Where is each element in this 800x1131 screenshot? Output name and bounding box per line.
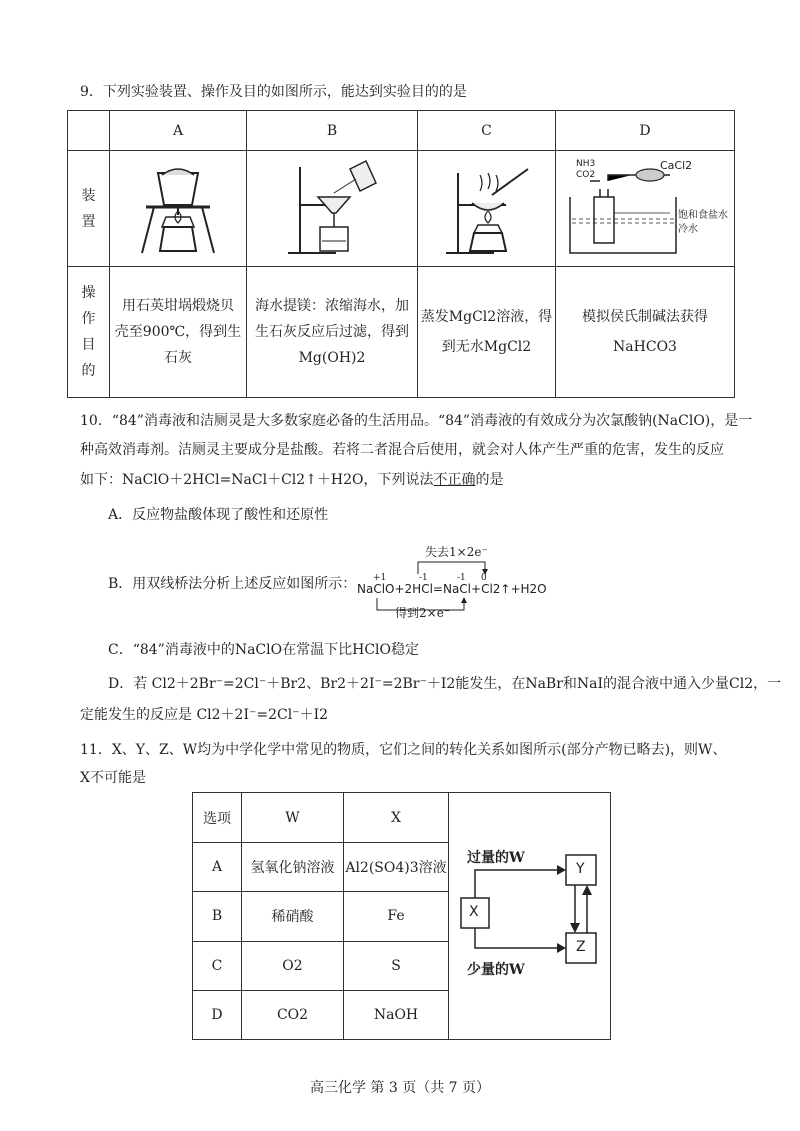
q10-option-c: C．“84”消毒液中的NaClO在常温下比HClO稳定 — [108, 642, 419, 658]
q11-header-x: X — [344, 793, 449, 843]
label-excess-w: 过量的W — [467, 850, 525, 866]
valence-hcl: -1 — [419, 573, 428, 583]
apparatus-d-hou-process — [556, 151, 735, 267]
q11-row-b-opt: B — [193, 892, 242, 941]
q11-diagram-cell — [449, 793, 611, 1040]
q11-table — [192, 792, 611, 1040]
q9-table — [67, 110, 735, 398]
q11-row-d-opt: D — [193, 990, 242, 1039]
label-brine: 饱和食盐水 — [678, 210, 728, 221]
apparatus-b-filtration — [247, 151, 418, 267]
q11-row-d-x: NaOH — [344, 990, 449, 1039]
label-co2: CO2 — [576, 170, 596, 180]
q9-op-c: 蒸发MgCl2溶液，得 到无水MgCl2 — [418, 267, 556, 398]
bridge-gain-label: 得到2×e⁻ — [395, 606, 451, 620]
q10-option-d-line2: 定能发生的反应是 Cl2＋2I⁻=2Cl⁻＋I2 — [80, 707, 329, 723]
q11-row-a-opt: A — [193, 843, 242, 892]
q10-stem-line3: 如下：NaClO＋2HCl=NaCl＋Cl2↑＋H2O，下列说法不正确的是 — [80, 472, 504, 488]
q11-row-b-w: 稀硝酸 — [242, 892, 344, 941]
transform-diagram — [449, 793, 610, 1039]
q11-row-a-x: Al2(SO4)3溶液 — [344, 843, 449, 892]
node-z: Z — [576, 939, 586, 955]
q11-row-a-w: 氢氧化钠溶液 — [242, 843, 344, 892]
valence-nacl: -1 — [457, 573, 466, 583]
apparatus-c-evaporation — [418, 151, 556, 267]
page-footer: 高三化学 第 3 页（共 7 页） — [309, 1080, 491, 1096]
q9-row-label-op: 操 作 目 的 — [68, 267, 110, 398]
apparatus-a-crucible — [110, 151, 247, 267]
q9-op-d: 模拟侯氏制碱法获得 NaHCO3 — [556, 267, 735, 398]
node-x: X — [469, 904, 479, 920]
q10-option-d-line1: D．若 Cl2＋2Br⁻=2Cl⁻＋Br2、Br2＋2I⁻=2Br⁻＋I2能发生，在NaBr和NaI的混合液中通入少量Cl2，一 — [108, 676, 782, 692]
valence-na-cl-o: +1 — [373, 573, 387, 583]
q11-row-c-opt: C — [193, 941, 242, 990]
q9-col-a: A — [110, 111, 247, 151]
q11-row-c-x: S — [344, 941, 449, 990]
q9-col-d: D — [556, 111, 735, 151]
label-small-w: 少量的W — [467, 962, 525, 978]
q10-option-b: B．用双线桥法分析上述反应如图所示： — [108, 576, 357, 592]
q9-corner — [68, 111, 110, 151]
q11-header-option: 选项 — [193, 793, 242, 843]
q11-stem-line2: X不可能是 — [80, 770, 146, 786]
q9-col-b: B — [247, 111, 418, 151]
q11-header-w: W — [242, 793, 344, 843]
q9-col-c: C — [418, 111, 556, 151]
q11-row-b-x: Fe — [344, 892, 449, 941]
double-bridge-diagram — [355, 540, 555, 622]
q10-option-a: A．反应物盐酸体现了酸性和还原性 — [108, 507, 329, 523]
label-cacl2: CaCl2 — [660, 159, 693, 172]
q9-op-a: 用石英坩埚煅烧贝 壳至900℃，得到生 石灰 — [110, 267, 247, 398]
q11-row-d-w: CO2 — [242, 990, 344, 1039]
valence-cl2: 0 — [481, 573, 487, 583]
q9-stem: 9．下列实验装置、操作及目的如图所示，能达到实验目的的是 — [80, 84, 467, 100]
label-nh3: NH3 — [576, 159, 596, 169]
bridge-lose-label: 失去1×2e⁻ — [425, 545, 488, 559]
node-y: Y — [576, 861, 585, 877]
q10-stem-line1: 10．“84”消毒液和洁厕灵是大多数家庭必备的生活用品。“84”消毒液的有效成分为次氯酸钠(NaClO)，是一 — [80, 413, 753, 429]
q11-stem-line1: 11．X、Y、Z、W均为中学化学中常见的物质，它们之间的转化关系如图所示(部分产物已略去)，则W、 — [80, 742, 727, 758]
label-cold-water: 冷水 — [678, 224, 698, 235]
q9-op-b: 海水提镁：浓缩海水，加 生石灰反应后过滤，得到 Mg(OH)2 — [247, 267, 418, 398]
q11-row-c-w: O2 — [242, 941, 344, 990]
q10-stem-line2: 种高效消毒剂。洁厕灵主要成分是盐酸。若将二者混合后使用，就会对人体产生严重的危害，发生的反应 — [80, 442, 724, 458]
q9-row-label-device: 装 置 — [68, 151, 110, 267]
bridge-equation: NaClO+2HCl=NaCl+Cl2↑+H2O — [357, 582, 547, 596]
